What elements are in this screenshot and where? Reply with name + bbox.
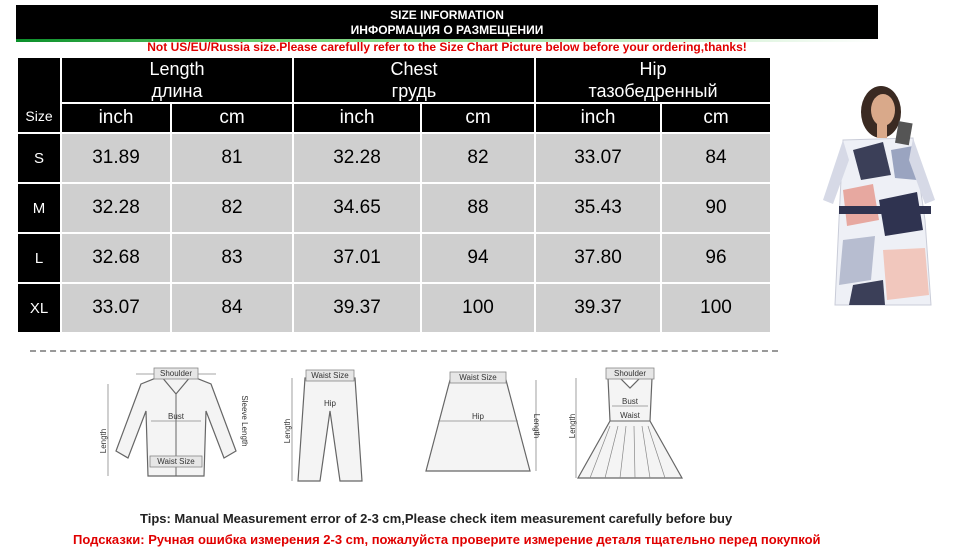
- unit-header: cm: [662, 104, 770, 132]
- chest-header: [294, 58, 534, 102]
- table-row: [18, 284, 770, 332]
- header-title-en: SIZE INFORMATION: [390, 8, 504, 22]
- size-info-header: [16, 5, 878, 39]
- tips-english: Tips: Manual Measurement error of 2-3 cm,Please check item measurement carefully before buy: [140, 511, 733, 526]
- length-label: Length: [568, 413, 577, 439]
- waist-label: Waist Size: [459, 373, 497, 382]
- table-cell: 33.07: [62, 284, 170, 332]
- table-cell: 37.80: [536, 234, 660, 282]
- chest-header-ru: грудь: [391, 81, 437, 101]
- length-label: Length: [532, 413, 541, 439]
- shoulder-label: Shoulder: [613, 369, 647, 378]
- tips-russian: Подсказки: Ручная ошибка измерения 2-3 cm, пожалуйста проверите измерение деталя тщательно перед покупкой: [73, 532, 821, 547]
- hip-label: Hip: [471, 412, 485, 421]
- table-cell: 34.65: [294, 184, 420, 232]
- length-header-en: Length: [149, 59, 205, 79]
- waist-label: Waist: [620, 411, 640, 420]
- unit-header: cm: [172, 104, 292, 132]
- table-cell: 82: [172, 184, 292, 232]
- table-row: [18, 134, 770, 182]
- table-cell: 32.68: [62, 234, 170, 282]
- table-cell: 84: [662, 134, 770, 182]
- table-cell: 96: [662, 234, 770, 282]
- skirt-measurement-diagram: [408, 366, 548, 486]
- table-cell: 100: [662, 284, 770, 332]
- unit-header: inch: [536, 104, 660, 132]
- size-column-header: Size: [18, 58, 60, 132]
- row-size-label: S: [18, 134, 60, 182]
- length-header-ru: длина: [151, 81, 203, 101]
- table-cell: 37.01: [294, 234, 420, 282]
- hip-label: Hip: [323, 399, 337, 408]
- length-label: Length: [99, 428, 108, 454]
- row-size-label: XL: [18, 284, 60, 332]
- table-cell: 100: [422, 284, 534, 332]
- waist-label: Waist Size: [157, 457, 195, 466]
- header-title-ru: ИНФОРМАЦИЯ О РАЗМЕЩЕНИИ: [350, 23, 544, 37]
- table-cell: 82: [422, 134, 534, 182]
- model-photo: [813, 80, 943, 315]
- bust-label: Bust: [621, 397, 639, 406]
- table-cell: 39.37: [536, 284, 660, 332]
- table-cell: 39.37: [294, 284, 420, 332]
- table-cell: 32.28: [62, 184, 170, 232]
- pants-measurement-diagram: [270, 366, 380, 486]
- table-cell: 31.89: [62, 134, 170, 182]
- row-size-label: L: [18, 234, 60, 282]
- size-chart-table: [16, 56, 772, 334]
- shirt-measurement-diagram: [96, 366, 256, 486]
- row-size-label: M: [18, 184, 60, 232]
- table-cell: 35.43: [536, 184, 660, 232]
- table-cell: 33.07: [536, 134, 660, 182]
- unit-header: cm: [422, 104, 534, 132]
- table-cell: 90: [662, 184, 770, 232]
- table-row: [18, 234, 770, 282]
- sleeve-label: Sleeve Length: [240, 395, 249, 447]
- waist-label: Waist Size: [311, 371, 349, 380]
- section-divider: [30, 350, 778, 352]
- table-cell: 88: [422, 184, 534, 232]
- hip-header-en: Hip: [639, 59, 667, 79]
- length-header: [62, 58, 292, 102]
- length-label: Length: [283, 418, 292, 444]
- hip-header: [536, 58, 770, 102]
- bust-label: Bust: [167, 412, 185, 421]
- size-warning: Not US/EU/Russia size.Please carefully refer to the Size Chart Picture below before your ordering,thanks!: [147, 40, 747, 54]
- table-cell: 81: [172, 134, 292, 182]
- table-cell: 83: [172, 234, 292, 282]
- chest-header-en: Chest: [390, 59, 438, 79]
- dress-measurement-diagram: [570, 366, 690, 491]
- table-cell: 94: [422, 234, 534, 282]
- hip-header-ru: тазобедренный: [588, 81, 718, 101]
- unit-header: inch: [62, 104, 170, 132]
- table-row: [18, 184, 770, 232]
- table-cell: 84: [172, 284, 292, 332]
- unit-header: inch: [294, 104, 420, 132]
- shoulder-label: Shoulder: [159, 369, 193, 378]
- table-cell: 32.28: [294, 134, 420, 182]
